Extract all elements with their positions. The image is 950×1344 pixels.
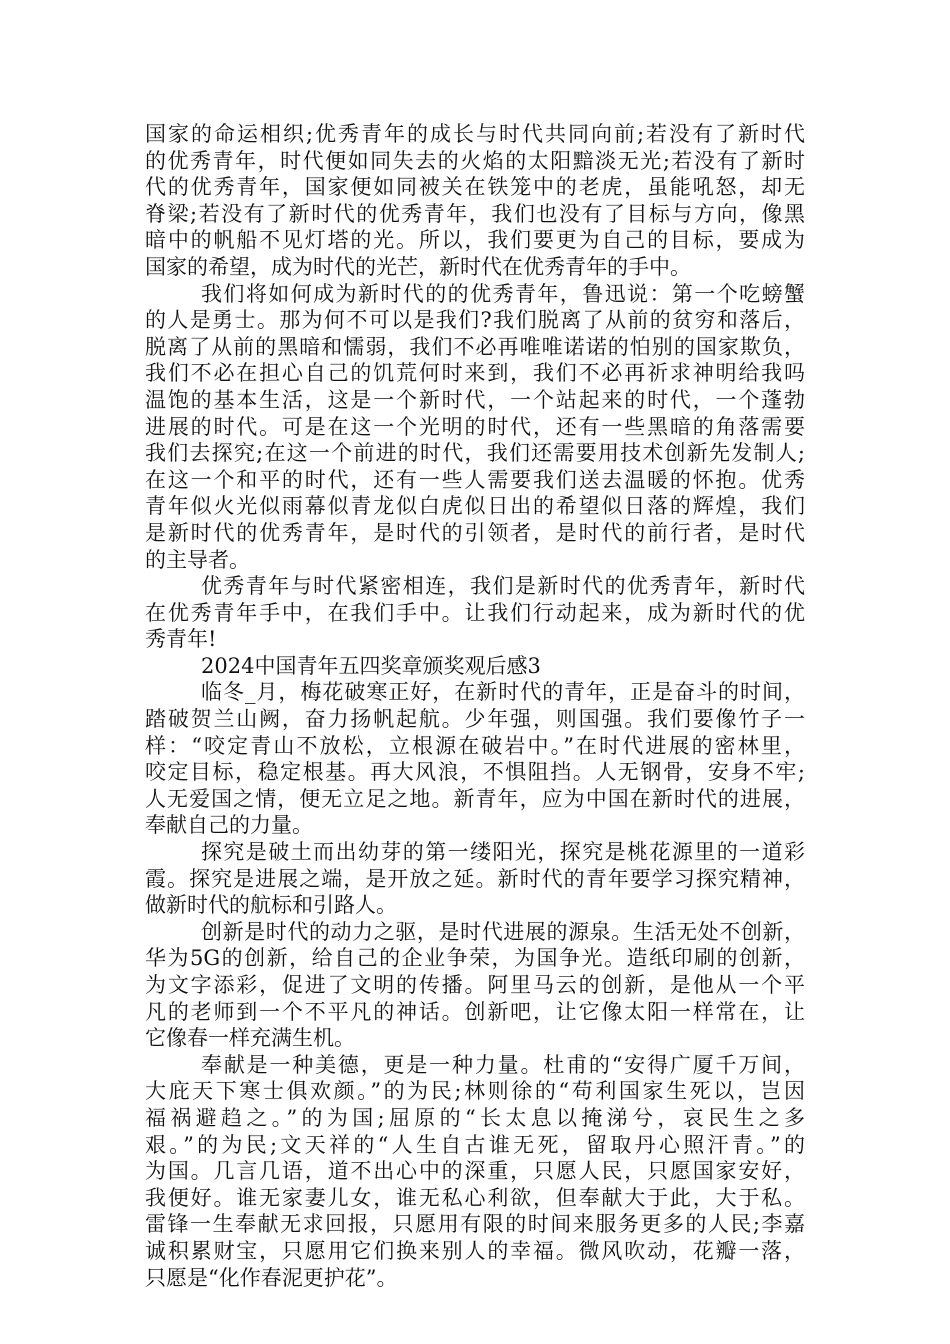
text-line: 代的优秀青年，国家便如同被关在铁笼中的老虎，虽能吼怒，却无 — [145, 175, 805, 200]
text-line: 做新时代的航标和引路人。 — [145, 893, 397, 918]
text-line: 创新是时代的动力之驱，是时代进展的源泉。生活无处不创新， — [201, 919, 805, 944]
text-line: 青年似火光似雨幕似青龙似白虎似日出的希望似日落的辉煌，我们 — [145, 494, 805, 519]
text-line: 只愿是“化作春泥更护花”。 — [145, 1265, 398, 1290]
text-line: 是新时代的优秀青年，是时代的引领者，是时代的前行者，是时代 — [145, 520, 805, 545]
text-line: 我便好。谁无家妻儿女，谁无私心利欲，但奉献大于此，大于私。 — [145, 1185, 805, 1210]
text-line: 咬定目标，稳定根基。再大风浪，不惧阻挡。人无钢骨，安身不牢; — [145, 760, 805, 785]
text-line: 雷锋一生奉献无求回报，只愿用有限的时间来服务更多的人民;李嘉 — [145, 1212, 805, 1237]
text-line: 暗中的帆船不见灯塔的光。所以，我们要更为自己的目标，要成为 — [145, 228, 805, 253]
text-line: 脊梁;若没有了新时代的优秀青年，我们也没有了目标与方向，像黑 — [145, 201, 805, 226]
text-line: 踏破贺兰山阙，奋力扬帆起航。少年强，则国强。我们要像竹子一 — [145, 707, 805, 732]
text-line: 在优秀青年手中，在我们手中。让我们行动起来，成为新时代的优 — [145, 600, 805, 625]
text-line: 为文字添彩，促进了文明的传播。阿里马云的创新，是他从一个平 — [145, 973, 805, 997]
text-line: 凡的老师到一个不平凡的神话。创新吧，让它像太阳一样常在，让 — [145, 999, 805, 1024]
text-line: 的主导者。 — [145, 547, 250, 572]
text-line: 它像春一样充满生机。 — [145, 1026, 355, 1051]
text-line: 我们不必在担心自己的饥荒何时来到，我们不必再祈求神明给我吗 — [145, 361, 805, 386]
text-line: 2024中国青年五四奖章颁奖观后感3 — [201, 653, 541, 678]
text-line: 国家的希望，成为时代的光芒，新时代在优秀青年的手中。 — [145, 254, 691, 279]
text-line: 在这一个和平的时代，还有一些人需要我们送去温暖的怀抱。优秀 — [145, 467, 805, 492]
text-line: 奉献是一种美德，更是一种力量。杜甫的“安得广厦千万间， — [201, 1052, 805, 1077]
text-line: 国家的命运相织;优秀青年的成长与时代共同向前;若没有了新时代 — [145, 122, 805, 146]
text-line: 我们将如何成为新时代的的优秀青年，鲁迅说：第一个吃螃蟹 — [201, 281, 805, 306]
text-line: 人无爱国之情，便无立足之地。新青年，应为中国在新时代的进展， — [145, 786, 805, 811]
text-line: 我们去探究;在这一个前进的时代，我们还需要用技术创新先发制人; — [145, 441, 805, 466]
text-line: 温饱的基本生活，这是一个新时代，一个站起来的时代，一个蓬勃 — [145, 387, 805, 412]
text-line: 秀青年! — [145, 627, 217, 652]
text-line: 的人是勇士。那为何不可以是我们?我们脱离了从前的贫穷和落后， — [145, 308, 805, 333]
text-line: 艰。”的为民;文天祥的“人生自古谁无死，留取丹心照汗青。”的 — [145, 1132, 805, 1157]
text-line: 诚积累财宝，只愿用它们换来别人的幸福。微风吹动，花瓣一落， — [145, 1238, 805, 1263]
text-line: 进展的时代。可是在这一个光明的时代，还有一些黑暗的角落需要 — [145, 414, 805, 439]
text-line: 优秀青年与时代紧密相连，我们是新时代的优秀青年，新时代 — [201, 574, 805, 599]
text-line: 探究是破土而出幼芽的第一缕阳光，探究是桃花源里的一道彩 — [201, 840, 805, 865]
text-line: 华为5G的创新，给自己的企业争荣，为国争光。造纸印刷的创新， — [145, 946, 805, 971]
text-line: 为国。几言几语，道不出心中的深重，只愿人民，只愿国家安好， — [145, 1159, 805, 1184]
text-line: 临冬_月，梅花破寒正好，在新时代的青年，正是奋斗的时间， — [201, 680, 805, 705]
text-line: 的优秀青年，时代便如同失去的火焰的太阳黯淡无光;若没有了新时 — [145, 148, 805, 173]
text-line: 霞。探究是进展之端，是开放之延。新时代的青年要学习探究精神， — [145, 866, 805, 891]
text-line: 奉献自己的力量。 — [145, 813, 313, 838]
text-line: 大庇天下寒士俱欢颜。”的为民;林则徐的“苟利国家生死以，岂因 — [145, 1079, 805, 1104]
text-line: 福祸避趋之。”的为国;屈原的“长太息以掩涕兮，哀民生之多 — [145, 1105, 805, 1130]
text-line: 样：“咬定青山不放松，立根源在破岩中。”在时代进展的密林里， — [145, 733, 805, 758]
text-line: 脱离了从前的黑暗和懦弱，我们不必再唯唯诺诺的怕别的国家欺负， — [145, 334, 805, 359]
document-body — [145, 121, 805, 1291]
